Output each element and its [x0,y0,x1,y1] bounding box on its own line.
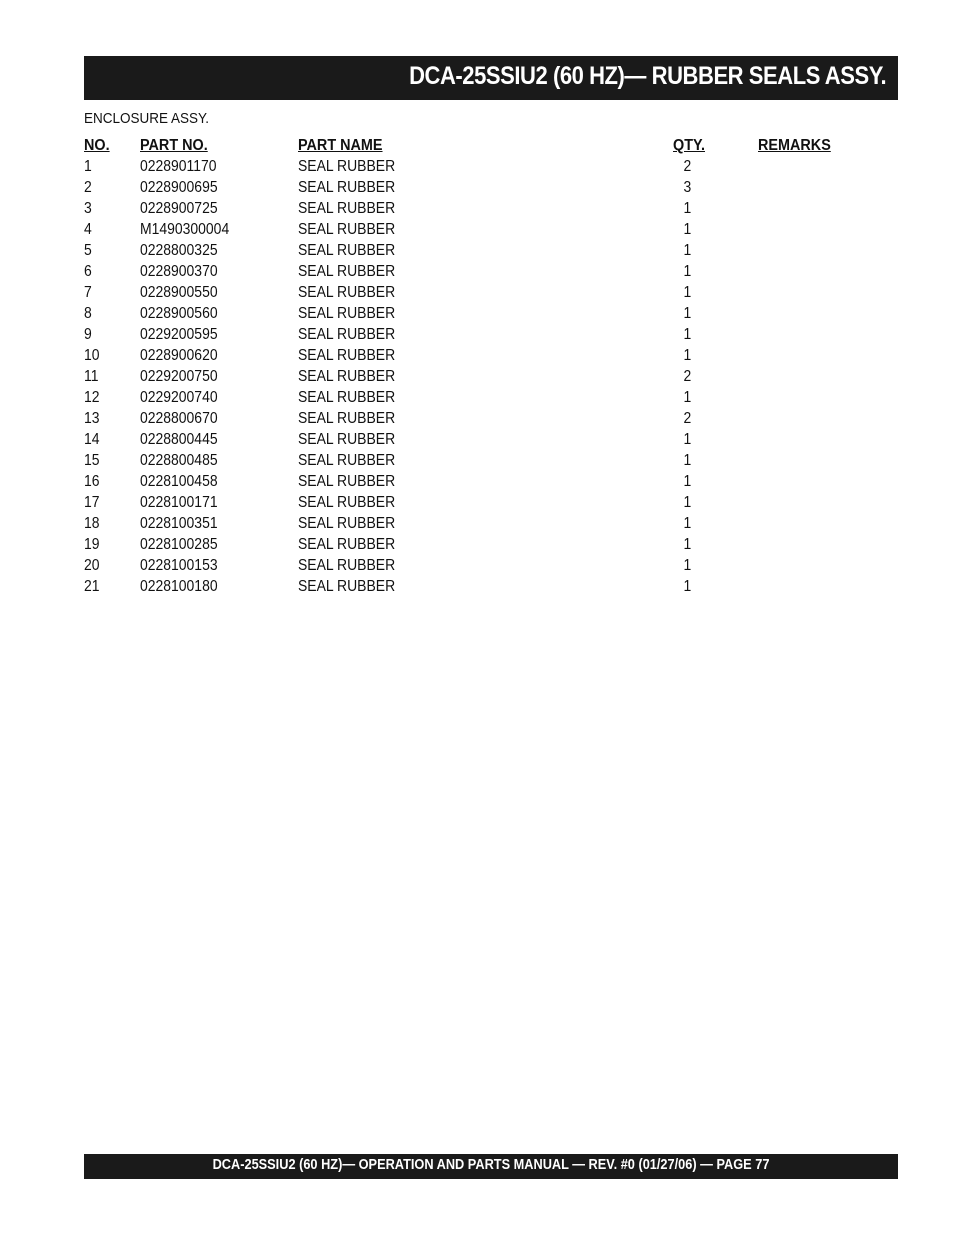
cell-no: 17 [84,494,100,511]
cell-part-no: 0228100285 [140,536,218,553]
cell-no: 15 [84,452,100,469]
cell-part-no: 0228900620 [140,347,218,364]
cell-part-name: SEAL RUBBER [298,389,396,406]
table-row [84,179,898,200]
table-row [84,242,898,263]
cell-part-name: SEAL RUBBER [298,557,396,574]
cell-no: 21 [84,578,100,595]
cell-qty: 1 [683,536,692,553]
cell-part-no: 0228100153 [140,557,218,574]
parts-table [84,137,898,599]
title-bar [84,56,898,100]
section-label: ENCLOSURE ASSY. [84,110,210,127]
table-row [84,494,898,515]
cell-part-name: SEAL RUBBER [298,431,396,448]
cell-part-name: SEAL RUBBER [298,473,396,490]
header-part-no: PART NO. [140,137,208,154]
table-row [84,389,898,410]
cell-no: 5 [84,242,92,259]
cell-qty: 1 [683,200,692,217]
cell-part-no: 0229200595 [140,326,218,343]
table-row [84,473,898,494]
cell-no: 7 [84,284,92,301]
cell-part-name: SEAL RUBBER [298,452,396,469]
cell-part-name: SEAL RUBBER [298,410,396,427]
cell-qty: 3 [683,179,692,196]
cell-no: 14 [84,431,100,448]
table-row [84,305,898,326]
table-row [84,200,898,221]
cell-part-no: 0229200750 [140,368,218,385]
cell-part-no: 0228100351 [140,515,218,532]
cell-qty: 1 [683,305,692,322]
cell-qty: 2 [683,158,692,175]
cell-no: 12 [84,389,100,406]
cell-no: 8 [84,305,92,322]
cell-no: 19 [84,536,100,553]
table-row [84,515,898,536]
cell-no: 9 [84,326,92,343]
header-no: NO. [84,137,110,154]
cell-part-name: SEAL RUBBER [298,536,396,553]
cell-qty: 1 [683,347,692,364]
cell-part-no: 0228900370 [140,263,218,280]
table-row [84,557,898,578]
cell-part-name: SEAL RUBBER [298,515,396,532]
cell-part-no: 0228900550 [140,284,218,301]
cell-part-no: M1490300004 [140,221,230,238]
cell-part-no: 0228100171 [140,494,218,511]
cell-qty: 1 [683,578,692,595]
cell-qty: 1 [683,452,692,469]
cell-qty: 1 [683,221,692,238]
cell-part-name: SEAL RUBBER [298,578,396,595]
cell-part-no: 0228901170 [140,158,217,175]
cell-part-no: 0229200740 [140,389,218,406]
cell-part-name: SEAL RUBBER [298,368,396,385]
cell-qty: 1 [683,284,692,301]
cell-qty: 1 [683,389,692,406]
cell-qty: 2 [683,368,692,385]
cell-part-name: SEAL RUBBER [298,179,396,196]
cell-no: 4 [84,221,92,238]
table-row [84,536,898,557]
cell-qty: 1 [683,242,692,259]
cell-part-name: SEAL RUBBER [298,284,396,301]
cell-no: 20 [84,557,100,574]
cell-part-no: 0228100458 [140,473,218,490]
table-row [84,221,898,242]
table-row [84,347,898,368]
cell-part-no: 0228100180 [140,578,218,595]
cell-no: 11 [84,368,99,385]
cell-no: 2 [84,179,92,196]
table-row [84,431,898,452]
cell-part-no: 0228900695 [140,179,218,196]
table-row [84,326,898,347]
table-row [84,368,898,389]
page-title: DCA-25SSIU2 (60 HZ)— RUBBER SEALS ASSY. [408,62,886,90]
cell-part-name: SEAL RUBBER [298,200,396,217]
cell-part-name: SEAL RUBBER [298,221,396,238]
table-body [84,158,898,599]
cell-no: 3 [84,200,92,217]
cell-part-name: SEAL RUBBER [298,326,396,343]
cell-qty: 1 [683,494,692,511]
cell-qty: 1 [683,557,692,574]
header-remarks: REMARKS [758,137,831,154]
cell-no: 1 [84,158,92,175]
cell-qty: 2 [683,410,692,427]
cell-qty: 1 [683,431,692,448]
cell-part-name: SEAL RUBBER [298,494,396,511]
table-row [84,284,898,305]
table-row [84,158,898,179]
cell-qty: 1 [683,515,692,532]
cell-no: 16 [84,473,100,490]
cell-part-no: 0228800485 [140,452,218,469]
cell-part-no: 0228800325 [140,242,218,259]
cell-no: 18 [84,515,100,532]
cell-qty: 1 [683,263,692,280]
cell-qty: 1 [683,473,692,490]
table-row [84,410,898,431]
header-qty: QTY. [673,137,706,154]
cell-part-no: 0228900725 [140,200,218,217]
table-row [84,452,898,473]
cell-part-name: SEAL RUBBER [298,305,396,322]
cell-qty: 1 [683,326,692,343]
header-part-name: PART NAME [298,137,383,154]
cell-part-no: 0228900560 [140,305,218,322]
cell-part-name: SEAL RUBBER [298,242,396,259]
cell-part-name: SEAL RUBBER [298,347,396,364]
cell-part-no: 0228800670 [140,410,218,427]
cell-part-name: SEAL RUBBER [298,263,396,280]
cell-no: 13 [84,410,100,427]
cell-part-name: SEAL RUBBER [298,158,396,175]
cell-no: 6 [84,263,92,280]
footer-bar [84,1154,898,1179]
table-row [84,578,898,599]
cell-no: 10 [84,347,100,364]
footer-text: DCA-25SSIU2 (60 HZ)— OPERATION AND PARTS MANUAL — REV. #0 (01/27/06) — PAGE 77 [212,1157,770,1173]
table-row [84,263,898,284]
cell-part-no: 0228800445 [140,431,218,448]
table-header-row [84,137,898,158]
